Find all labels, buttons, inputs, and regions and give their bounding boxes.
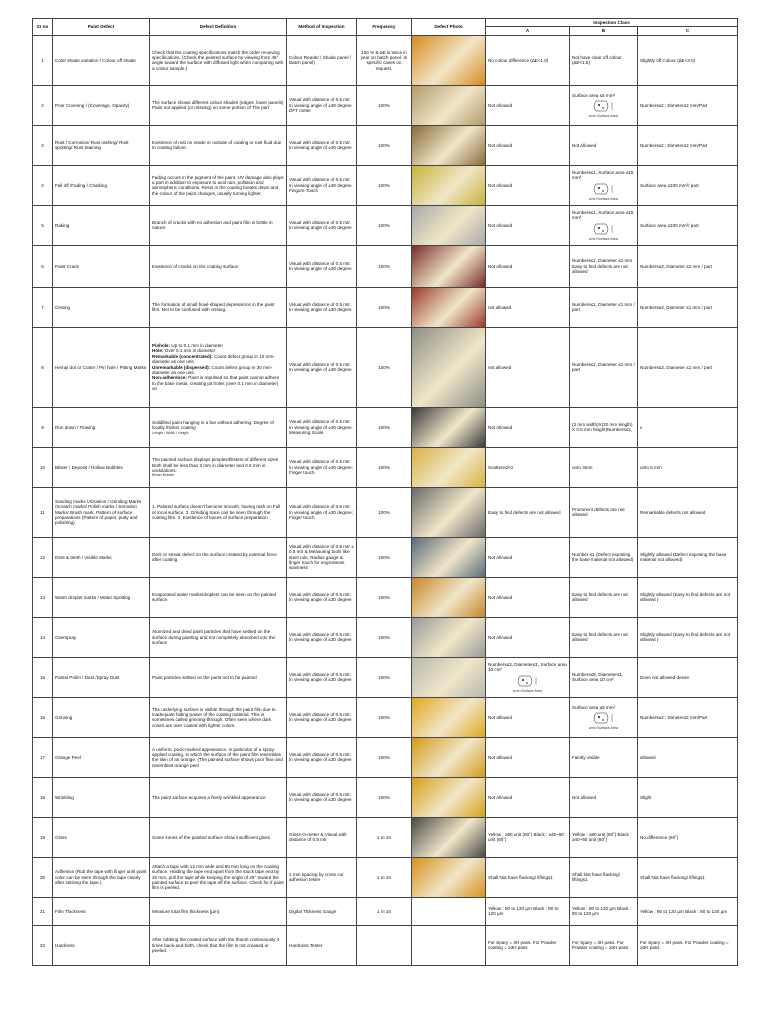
row-defect-name: Partial Polim / Dust /Spray Dust bbox=[53, 657, 150, 697]
row-sr: 21 bbox=[33, 897, 53, 925]
defect-photo-image bbox=[412, 288, 485, 327]
row-defect-photo bbox=[412, 817, 486, 857]
table-row bbox=[33, 925, 738, 965]
definition-text: Over 0.1 mm in diameter bbox=[163, 348, 216, 354]
row-defect-name: Blister / Deposit / Hollow Bubbles bbox=[53, 447, 150, 487]
row-sr: 20 bbox=[33, 857, 53, 897]
row-sr: 1 bbox=[33, 35, 53, 85]
table-row bbox=[33, 35, 738, 85]
row-defect-photo bbox=[412, 577, 486, 617]
row-class-a: Not Allowed bbox=[486, 165, 570, 205]
row-defect-name: Wrinkling bbox=[53, 777, 150, 817]
definition-term: Hole: bbox=[152, 348, 164, 354]
row-definition: Dent or streak defect on the surface created by external force after coating bbox=[150, 537, 287, 577]
row-class-a: Shall Not have flacking/ liftings1 bbox=[486, 857, 570, 897]
definition-line bbox=[152, 365, 284, 376]
row-definition: Existence of rust on inside or outside of coating or rust fluid due to coating failure. bbox=[150, 125, 287, 165]
row-frequency: 100% bbox=[357, 697, 412, 737]
row-frequency: 100% bbox=[357, 737, 412, 777]
row-sr: 4 bbox=[33, 165, 53, 205]
row-defect-photo bbox=[412, 165, 486, 205]
definition-term: Pinhole: bbox=[152, 342, 171, 348]
row-definition: Atomized and dried paint particles that have settled on the surface during painting and not completely absorbed into the surface bbox=[150, 617, 287, 657]
table-row bbox=[33, 407, 738, 447]
row-class-c: Numbers≤3, Diameter ≤1 mm / part bbox=[638, 327, 738, 407]
row-class-b: Faintly visible bbox=[570, 737, 638, 777]
row-method: Visual with distance of 0.5 mtr. In viewing angle of ±30 degree bbox=[287, 327, 357, 407]
row-frequency: 100% bbox=[357, 287, 412, 327]
area-sketch bbox=[584, 222, 624, 236]
defect-photo-image bbox=[412, 738, 485, 777]
row-class-a: Numbers≤3, Diameter≤1, Surface area 10 cm² a×b=Surface Area bbox=[486, 657, 570, 697]
row-class-b: Easy to find defects are not allowed bbox=[570, 577, 638, 617]
row-frequency: 100% bbox=[357, 165, 412, 205]
surface-area-caption: a×b=Surface Area bbox=[513, 688, 542, 693]
row-definition: 1. Painted surface doesn't become smooth, having rash on Full or local surface. 2. Grinding trace can be seen through the coating film. 3. Existence of traces of surface preparation bbox=[150, 487, 287, 537]
row-class-b: Numbers≤1, Diameter ≤1 mm / part bbox=[570, 287, 638, 327]
row-definition: Branch of cracks with no adhesion and paint film is brittle in nature. bbox=[150, 205, 287, 245]
row-definition: Evaporated water marks/droplets can be seen on the painted surface. bbox=[150, 577, 287, 617]
row-definition: Existence of cracks on the coating surface bbox=[150, 245, 287, 287]
surface-area-caption: a×b=Surface Area bbox=[589, 114, 618, 119]
row-method: 1 mm spacing by cross cut adhesion tester bbox=[287, 857, 357, 897]
row-method: Hardness Tester bbox=[287, 925, 357, 965]
row-frequency: 100% bbox=[357, 777, 412, 817]
row-class-a: Not allowed bbox=[486, 697, 570, 737]
row-defect-name: Paint Crack bbox=[53, 245, 150, 287]
row-class-c: Slightly allowed (Easy to find defects are not allowed ) bbox=[638, 617, 738, 657]
header-inspection-class: Inspection Class bbox=[486, 19, 738, 27]
row-class-a: No colour difference (∆E<1.0) bbox=[486, 35, 570, 85]
row-defect-name: Color shade variation / Colour off shade bbox=[53, 35, 150, 85]
header-class-a: A bbox=[486, 27, 570, 35]
row-class-b: Not allowed bbox=[570, 777, 638, 817]
row-method: Visual with distance of 0.5 mtr. In viewing angle of ±30 degree bbox=[287, 697, 357, 737]
row-defect-photo bbox=[412, 407, 486, 447]
row-method: Visual with distance of 0.5 mtr. In viewing angle of ±30 degree; Finger touch bbox=[287, 447, 357, 487]
row-sr: 2 bbox=[33, 85, 53, 125]
row-class-a: Easy to find defects are not allowed bbox=[486, 487, 570, 537]
row-frequency: 100% bbox=[357, 577, 412, 617]
definition-line bbox=[152, 375, 284, 391]
row-frequency: 100% bbox=[357, 125, 412, 165]
row-definition: Some zones of the painted surface show insufficient gloss bbox=[150, 817, 287, 857]
row-sr: 18 bbox=[33, 777, 53, 817]
header-class-c: C bbox=[638, 27, 738, 35]
row-class-c: unto 5 mm bbox=[638, 447, 738, 487]
row-class-c: Does not allowed dense bbox=[638, 657, 738, 697]
row-defect-photo bbox=[412, 287, 486, 327]
row-class-c: No difference (60˚) bbox=[638, 817, 738, 857]
header-defect: Paint Defect bbox=[53, 19, 150, 36]
row-class-c: Numbers≤3, Diameter ≤1 mm / part bbox=[638, 287, 738, 327]
row-definition: Fading occurs in the pigment of the paint. UV damage also plays a part in addition to exposure to acid rain, pollution and atmospheric conditions. Resin in the coating breaks down and the colour of the paint changes, usually turning lighter. bbox=[150, 165, 287, 205]
row-defect-name: Raking bbox=[53, 205, 150, 245]
row-class-c: allowed bbox=[638, 737, 738, 777]
row-defect-name: Film Thickness bbox=[53, 897, 150, 925]
table-row bbox=[33, 617, 738, 657]
row-defect-name: Cissing bbox=[53, 287, 150, 327]
row-class-c: Remarkable defects not allowed bbox=[638, 487, 738, 537]
row-class-b: Yellow : 80 to 120 µm Black : 80 to 120 µm bbox=[570, 897, 638, 925]
defect-photo-image bbox=[412, 778, 485, 817]
surface-area-caption: a×b=Surface Area bbox=[589, 236, 618, 241]
row-class-a: Not Allowed bbox=[486, 125, 570, 165]
row-defect-name: Water droplet marks / Water Spotting bbox=[53, 577, 150, 617]
table-row bbox=[33, 85, 738, 125]
row-defect-name: Orange Peel bbox=[53, 737, 150, 777]
run-down-dimensions-caption: Length / Width / Height bbox=[152, 430, 189, 435]
row-defect-photo bbox=[412, 697, 486, 737]
table-row bbox=[33, 577, 738, 617]
defect-photo-image bbox=[412, 246, 485, 287]
defect-photo-image bbox=[412, 898, 485, 925]
row-frequency: 100% bbox=[357, 447, 412, 487]
row-class-b: Numbers≤5, Diameter≤1, Surface area 10 cm² bbox=[570, 657, 638, 697]
row-method: Visual with distance of 0.5 mtr. In viewing angle of ±30 degree; Finger touch bbox=[287, 487, 357, 537]
definition-text: Paint is repulsed so that paint cannot adhere to the base metal, creating pit holes (over 0.1 mm in diameter) on bbox=[152, 375, 280, 392]
row-class-c: Numbers≤2 ; Dimeter≤2 mm/Part bbox=[638, 85, 738, 125]
table-row bbox=[33, 487, 738, 537]
area-sketch bbox=[584, 711, 624, 725]
surface-area-caption: a×b=Surface Area bbox=[589, 726, 618, 731]
row-defect-photo bbox=[412, 537, 486, 577]
header-photo: Defect Photo bbox=[412, 19, 486, 36]
row-method: Gloss-O-meter & Visual with distance of 0.5 mtr bbox=[287, 817, 357, 857]
row-defect-photo bbox=[412, 245, 486, 287]
table-row bbox=[33, 657, 738, 697]
table-row bbox=[33, 537, 738, 577]
row-frequency: 100 % & ∆E is twice in year on batch panel. In specific cases on request. bbox=[357, 35, 412, 85]
table-row bbox=[33, 125, 738, 165]
row-frequency: 100% bbox=[357, 85, 412, 125]
row-class-c: Yellow : 80 to 120 µm Black : 80 to 120 µm bbox=[638, 897, 738, 925]
row-sr: 22 bbox=[33, 925, 53, 965]
row-sr: 14 bbox=[33, 617, 53, 657]
blister-bubble-caption: Blister Bubble bbox=[152, 473, 175, 478]
row-frequency: 100% bbox=[357, 617, 412, 657]
row-method: Visual with distance of 0.5 mtr. In viewing angle of ±30 degree bbox=[287, 245, 357, 287]
row-definition: A uniform, pock-marked appearance, in particular of a spray-applied coating, in which the surface of the paint film resembles the skin of an orange. (The painted surface shows poor flow and resembles orange peel bbox=[150, 737, 287, 777]
row-defect-name: Dent & teeth / Visible Marks bbox=[53, 537, 150, 577]
row-defect-photo bbox=[412, 447, 486, 487]
definition-term: Non-adherence: bbox=[152, 375, 187, 381]
row-class-a: Not Allowed bbox=[486, 577, 570, 617]
definition-text: Count defect group in 30 mm-diameter as one unit. bbox=[152, 364, 273, 376]
row-method: Visual with distance of 0.5 mtr. In viewing angle of ±30 degree bbox=[287, 205, 357, 245]
table-row bbox=[33, 697, 738, 737]
row-class-c: Shall Not have flacking/ liftings1 bbox=[638, 857, 738, 897]
row-defect-photo bbox=[412, 617, 486, 657]
row-class-a: Not Allowed bbox=[486, 205, 570, 245]
row-class-b: (3 mm width)X(20 mm length) X 0.5 mm height)Numbers≤2, bbox=[570, 407, 638, 447]
table-row bbox=[33, 205, 738, 245]
row-class-a: Not Allowed bbox=[486, 407, 570, 447]
row-class-a: Not Allowed bbox=[486, 537, 570, 577]
row-class-b: Numbers≤1, Surface area ≤15 mm² a×b=Surface Area bbox=[570, 165, 638, 205]
row-definition: The painted surface displays pimples/blisters of different sizes Both shall be less than 3 mm in diameter and 0.5 mm in undulations. Blister Bubble bbox=[150, 447, 287, 487]
row-class-a: Not Allowed bbox=[486, 85, 570, 125]
row-sr: 5 bbox=[33, 205, 53, 245]
row-defect-photo bbox=[412, 125, 486, 165]
row-sr: 6 bbox=[33, 245, 53, 287]
row-class-a: Yellow : ≥90 unit (60˚) Black : ≥40~60 unit (60˚) bbox=[486, 817, 570, 857]
row-method: Visual with distance of 0.5 mtr ± 0.5 mtr & Measuring tools like steel rule, Radius gauge & finger touch for engrossess waviness bbox=[287, 537, 357, 577]
row-class-a: Not allowed bbox=[486, 737, 570, 777]
row-frequency: 100% bbox=[357, 205, 412, 245]
definition-term: Unremarkable (dispersed): bbox=[152, 364, 211, 370]
row-frequency: 1 in 10 bbox=[357, 817, 412, 857]
row-defect-photo bbox=[412, 487, 486, 537]
table-row bbox=[33, 447, 738, 487]
row-sr: 17 bbox=[33, 737, 53, 777]
row-class-a: Not Allowed bbox=[486, 245, 570, 287]
defect-photo-image bbox=[412, 36, 485, 85]
row-frequency: 100% bbox=[357, 487, 412, 537]
table-row bbox=[33, 327, 738, 407]
row-class-b: Prominent defects are not allowed bbox=[570, 487, 638, 537]
defect-photo-image bbox=[412, 658, 485, 697]
row-definition: The paint surface acquires a finely wrinkled appearance bbox=[150, 777, 287, 817]
defect-photo-image bbox=[412, 858, 485, 897]
row-frequency: 100% bbox=[357, 407, 412, 447]
row-sr: 3 bbox=[33, 125, 53, 165]
row-sr: 12 bbox=[33, 537, 53, 577]
row-definition: After rubbing the coated surface with the thumb continuously 4 times back-and-forth, check that the film is not creased or peeled. bbox=[150, 925, 287, 965]
row-sr: 8 bbox=[33, 327, 53, 407]
row-class-c: x bbox=[638, 407, 738, 447]
defect-table bbox=[32, 18, 738, 966]
table-body bbox=[33, 35, 738, 965]
table-row bbox=[33, 737, 738, 777]
row-defect-photo bbox=[412, 737, 486, 777]
defect-photo-image bbox=[412, 126, 485, 165]
row-sr: 9 bbox=[33, 407, 53, 447]
row-defect-name: Gloss bbox=[53, 817, 150, 857]
row-class-b: unto 3mm bbox=[570, 447, 638, 487]
row-method: Visual with distance of 0.5 mtr. In viewing angle of ±30 degree bbox=[287, 125, 357, 165]
row-method: Visual with distance of 0.5 mtr. In viewing angle of ±30 degree bbox=[287, 287, 357, 327]
defect-photo-image bbox=[412, 328, 485, 407]
row-class-c: Slightly allowed (Easy to find defects are not allowed ) bbox=[638, 577, 738, 617]
row-class-c: Surface area ≤100 mm²/ part bbox=[638, 165, 738, 205]
row-defect-photo bbox=[412, 85, 486, 125]
row-definition: Attach a tape with 12 mm wide and 80 mm long on the coating surface. Holding the tape end apart from the stuck tape end by 20 mm, pull the tape while keeping the angle of 45° toward the painted surface to peel the tape off the surface. Check for if paint film is peeled. bbox=[150, 857, 287, 897]
row-method: Visual with distance of 0.5 mtr. In viewing angle of ±30 degree bbox=[287, 617, 357, 657]
defect-photo-image bbox=[412, 698, 485, 737]
row-method: Colour Reader / Shade panel / Batch panel) bbox=[287, 35, 357, 85]
row-defect-photo bbox=[412, 35, 486, 85]
row-method: Visual with distance of 0.5 mtr. In viewing angle of ±30 degree. Measuring Scale. bbox=[287, 407, 357, 447]
row-frequency: 100% bbox=[357, 245, 412, 287]
row-class-a: Yellow : 80 to 120 µm Black : 80 to 120 µm bbox=[486, 897, 570, 925]
row-class-b: For Spary = 3H pass. For Powder coating = ≥3H pass bbox=[570, 925, 638, 965]
table-row bbox=[33, 165, 738, 205]
row-frequency: 1 in 10 bbox=[357, 897, 412, 925]
row-class-b: Not have clear off colour (∆E<1.5) bbox=[570, 35, 638, 85]
row-definition: Measure total film thickness [µm] bbox=[150, 897, 287, 925]
defect-photo-image bbox=[412, 926, 485, 965]
table-row bbox=[33, 817, 738, 857]
row-defect-photo bbox=[412, 777, 486, 817]
row-definition bbox=[150, 327, 287, 407]
definition-text: Count defect group in 10 mm-diameter as one unit. bbox=[152, 353, 275, 365]
row-defect-name: Hardness bbox=[53, 925, 150, 965]
row-defect-photo bbox=[412, 857, 486, 897]
defect-photo-image bbox=[412, 206, 485, 245]
table-row bbox=[33, 245, 738, 287]
row-method: Visual with distance of 0.5 mtr. In viewing angle of ±30 degree DFT meter bbox=[287, 85, 357, 125]
row-defect-name: Rust / Corrosion/ Rust rashing/ Rust spotting/ Rust Staining bbox=[53, 125, 150, 165]
table-row bbox=[33, 777, 738, 817]
header-frequency: Frequency bbox=[357, 19, 412, 36]
area-sketch bbox=[508, 674, 548, 688]
defect-photo-image bbox=[412, 448, 485, 487]
row-method: Visual with distance of 0.5 mtr. In viewing angle of ±30 degree bbox=[287, 657, 357, 697]
row-class-b: Shall Not have flacking/ liftings1 bbox=[570, 857, 638, 897]
row-defect-name: Adhesion (Rub the tape with finger until paint color can be seen through the tape clearly after sticking the tape.) bbox=[53, 857, 150, 897]
inspection-sheet bbox=[32, 18, 737, 966]
row-frequency bbox=[357, 925, 412, 965]
header-method: Method of Inspection bbox=[287, 19, 357, 36]
row-class-a: For Spary = 3H pass. For Powder coating = ≥3H pass bbox=[486, 925, 570, 965]
defect-photo-image bbox=[412, 408, 485, 447]
row-class-a: Not Allowed bbox=[486, 617, 570, 657]
row-method: Visual with distance of 0.5 mtr. In viewing angle of ±30 degree bbox=[287, 737, 357, 777]
row-class-a: not allowed bbox=[486, 327, 570, 407]
row-sr: 11 bbox=[33, 487, 53, 537]
row-class-b: Numbers≤1, Diameter ≤1 mm Easy to find defects are not allowed bbox=[570, 245, 638, 287]
defect-photo-image bbox=[412, 578, 485, 617]
row-sr: 7 bbox=[33, 287, 53, 327]
defect-photo-image bbox=[412, 538, 485, 577]
row-class-c: Slight bbox=[638, 777, 738, 817]
row-class-c: Slightly off Colour (∆E<3.0) bbox=[638, 35, 738, 85]
table-row bbox=[33, 897, 738, 925]
defect-photo-image bbox=[412, 166, 485, 205]
row-class-b: Not Allowed bbox=[570, 125, 638, 165]
row-defect-name: Poor Covering / (Coverage, Opacity) bbox=[53, 85, 150, 125]
row-defect-name: Run down / Flowing bbox=[53, 407, 150, 447]
defect-photo-image bbox=[412, 86, 485, 125]
row-defect-photo bbox=[412, 205, 486, 245]
row-class-b: Surface area ≤5 mm² a×b=Surface Area bbox=[570, 697, 638, 737]
row-method: Visual with distance of 0.5 mtr. In viewing angle of ±30 degree bbox=[287, 777, 357, 817]
row-sr: 10 bbox=[33, 447, 53, 487]
row-frequency: 100% bbox=[357, 537, 412, 577]
row-sr: 16 bbox=[33, 697, 53, 737]
row-class-b: Surface area ≤5 mm² a×b=Surface Area bbox=[570, 85, 638, 125]
row-class-c: Numbers≤2 ; Dimeter≤2 mm/Part bbox=[638, 697, 738, 737]
defect-photo-image bbox=[412, 488, 485, 537]
defect-photo-image bbox=[412, 618, 485, 657]
row-class-c: For Spary = 3H pass. For Powder coating = ≥3H pass bbox=[638, 925, 738, 965]
area-sketch bbox=[584, 99, 624, 113]
row-defect-name: Sanding marks /Abrasion / Grinding Marks /Scratch marks/ Polish marks / Serration Marks/ Brush mark. Pattern of surface preparations (Pattern of paper, putty and polishing) bbox=[53, 487, 150, 537]
row-definition: Check that the coating specifications match the order receiving specifications. (Check the painted surface by viewing from 45° angle toward the surface with diffused light when comparing with a colour sample.) bbox=[150, 35, 287, 85]
definition-line bbox=[152, 354, 284, 365]
row-defect-photo bbox=[412, 897, 486, 925]
header-definition: Defect Definition bbox=[150, 19, 287, 36]
definition-text: Up to 0.1 mm in diameter bbox=[170, 342, 223, 348]
row-frequency: 100% bbox=[357, 657, 412, 697]
defect-photo-image bbox=[412, 818, 485, 857]
row-defect-photo bbox=[412, 657, 486, 697]
row-method: Digital Thikness Gauge bbox=[287, 897, 357, 925]
row-class-b: Yellow : ≥80 unit (60˚) Black : ≥40~60 unit (60˚) bbox=[570, 817, 638, 857]
row-class-b: Numbers≤1, Diameter ≤1 mm / part bbox=[570, 327, 638, 407]
table-row bbox=[33, 287, 738, 327]
row-defect-name: Grinning bbox=[53, 697, 150, 737]
row-sr: 13 bbox=[33, 577, 53, 617]
area-sketch bbox=[584, 182, 624, 196]
row-method: Visual with distance of 0.5 mtr. In viewing angle of ±30 degree bbox=[287, 577, 357, 617]
row-defect-photo bbox=[412, 925, 486, 965]
row-sr: 19 bbox=[33, 817, 53, 857]
row-definition: The formation of small bowl-shaped depressions in the paint film. Not to be confused with cissing. bbox=[150, 287, 287, 327]
header-sr: Sr no bbox=[33, 19, 53, 36]
row-class-c: Slightly allowed (Defect exposing the base material not allowed) bbox=[638, 537, 738, 577]
row-definition: The surface shows different colour shades (edges, lower panels) Paint not applied (or missing) on some portion of The part bbox=[150, 85, 287, 125]
row-defect-name: Overspray bbox=[53, 617, 150, 657]
row-method: Visual with distance of 0.5 mtr. In viewing angle of ±30 degree. Fingure Touch bbox=[287, 165, 357, 205]
row-class-a: Scattered<0 bbox=[486, 447, 570, 487]
row-frequency: 100% bbox=[357, 327, 412, 407]
row-definition: Paint particles settled on the parts not to be painted bbox=[150, 657, 287, 697]
row-defect-name: Fall off /Fading / Chalking bbox=[53, 165, 150, 205]
row-class-c: Numbers≤2 ; Dimeter≤2 mm/Part bbox=[638, 125, 738, 165]
definition-term: Remarkable (concentrated): bbox=[152, 353, 213, 359]
row-class-b: Number ≤1 (Defect exposing the base material not allowed) bbox=[570, 537, 638, 577]
row-definition: The underlying surface is visible through the paint film due to inadequate hiding power of the coating material. This is sometimes called grinning-through. Often seen where dark colors are over coated with lighter colors. bbox=[150, 697, 287, 737]
row-class-a: not allowed bbox=[486, 287, 570, 327]
row-class-c: Surface area ≤100 mm²/ part bbox=[638, 205, 738, 245]
row-frequency: 1 in 10 bbox=[357, 857, 412, 897]
row-defect-photo bbox=[412, 327, 486, 407]
header-class-b: B bbox=[570, 27, 638, 35]
row-class-c: Numbers≤3, Diameter ≤2 mm / part bbox=[638, 245, 738, 287]
row-class-b: Easy to find defects are not allowed bbox=[570, 617, 638, 657]
row-class-b: Numbers≤1, Surface area ≤15 mm² a×b=Surface Area bbox=[570, 205, 638, 245]
row-class-a: Not Allowed bbox=[486, 777, 570, 817]
surface-area-caption: a×b=Surface Area bbox=[589, 196, 618, 201]
row-definition: Solidified paint hanging in a bar without adhering. Degree of locally thicker coating Length / Width / Height bbox=[150, 407, 287, 447]
row-defect-name: Hempi dot or Crater / Pin hole / Pitting Marks bbox=[53, 327, 150, 407]
table-row bbox=[33, 857, 738, 897]
row-sr: 15 bbox=[33, 657, 53, 697]
